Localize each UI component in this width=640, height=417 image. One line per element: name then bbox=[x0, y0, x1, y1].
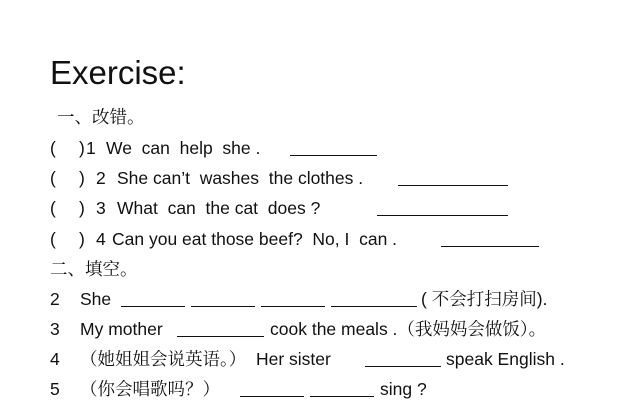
answer-paren-open: ( bbox=[50, 198, 56, 218]
answer-paren-open: ( bbox=[50, 168, 56, 188]
answer-blank[interactable] bbox=[121, 306, 185, 307]
answer-paren-close: ) bbox=[79, 229, 85, 249]
item-after-text: speak English . bbox=[446, 349, 565, 369]
answer-blank[interactable] bbox=[310, 396, 374, 397]
section2-heading-text: 二、填空。 bbox=[50, 259, 138, 279]
item-before-text: My mother bbox=[80, 319, 163, 339]
item-text: What can the cat does ? bbox=[117, 198, 321, 218]
answer-paren-close: ) bbox=[79, 138, 85, 158]
answer-blank[interactable] bbox=[377, 215, 508, 216]
answer-blank[interactable] bbox=[240, 396, 304, 397]
answer-paren-close: ) bbox=[79, 168, 85, 188]
section1-heading-text: 一、改错。 bbox=[57, 107, 145, 127]
answer-blank[interactable] bbox=[191, 306, 255, 307]
item-text: She can’t washes the clothes . bbox=[117, 168, 364, 188]
item-number: 3 bbox=[96, 198, 106, 218]
item-after-text: ( 不会打扫房间). bbox=[421, 289, 548, 309]
answer-blank[interactable] bbox=[177, 336, 264, 337]
item-number: 3 bbox=[50, 319, 60, 339]
answer-blank[interactable] bbox=[365, 366, 441, 367]
item-after-text: sing ? bbox=[380, 379, 427, 399]
answer-paren-open: ( bbox=[50, 229, 56, 249]
item-before-text: （你会唱歌吗？） bbox=[80, 379, 220, 399]
item-number: 5 bbox=[50, 379, 60, 399]
answer-blank[interactable] bbox=[398, 185, 508, 186]
item-before-text: She bbox=[80, 289, 112, 309]
answer-paren-open: ( bbox=[50, 138, 56, 158]
answer-blank[interactable] bbox=[261, 306, 325, 307]
item-text: We can help she . bbox=[106, 138, 261, 158]
item-before-text: （她姐姐会说英语。） Her sister bbox=[80, 349, 331, 369]
item-after-text: cook the meals .（我妈妈会做饭）。 bbox=[270, 319, 547, 339]
exercise-title: Exercise: bbox=[50, 54, 186, 91]
answer-paren-close: ) bbox=[79, 198, 85, 218]
answer-blank[interactable] bbox=[290, 155, 377, 156]
item-number: 4 bbox=[50, 349, 60, 369]
item-number: 2 bbox=[50, 289, 60, 309]
item-number: 4 bbox=[96, 229, 106, 249]
answer-blank[interactable] bbox=[331, 306, 417, 307]
item-text: Can you eat those beef? No, I can . bbox=[112, 229, 398, 249]
item-number: 1 bbox=[86, 138, 96, 158]
answer-blank[interactable] bbox=[441, 246, 539, 247]
item-number: 2 bbox=[96, 168, 106, 188]
